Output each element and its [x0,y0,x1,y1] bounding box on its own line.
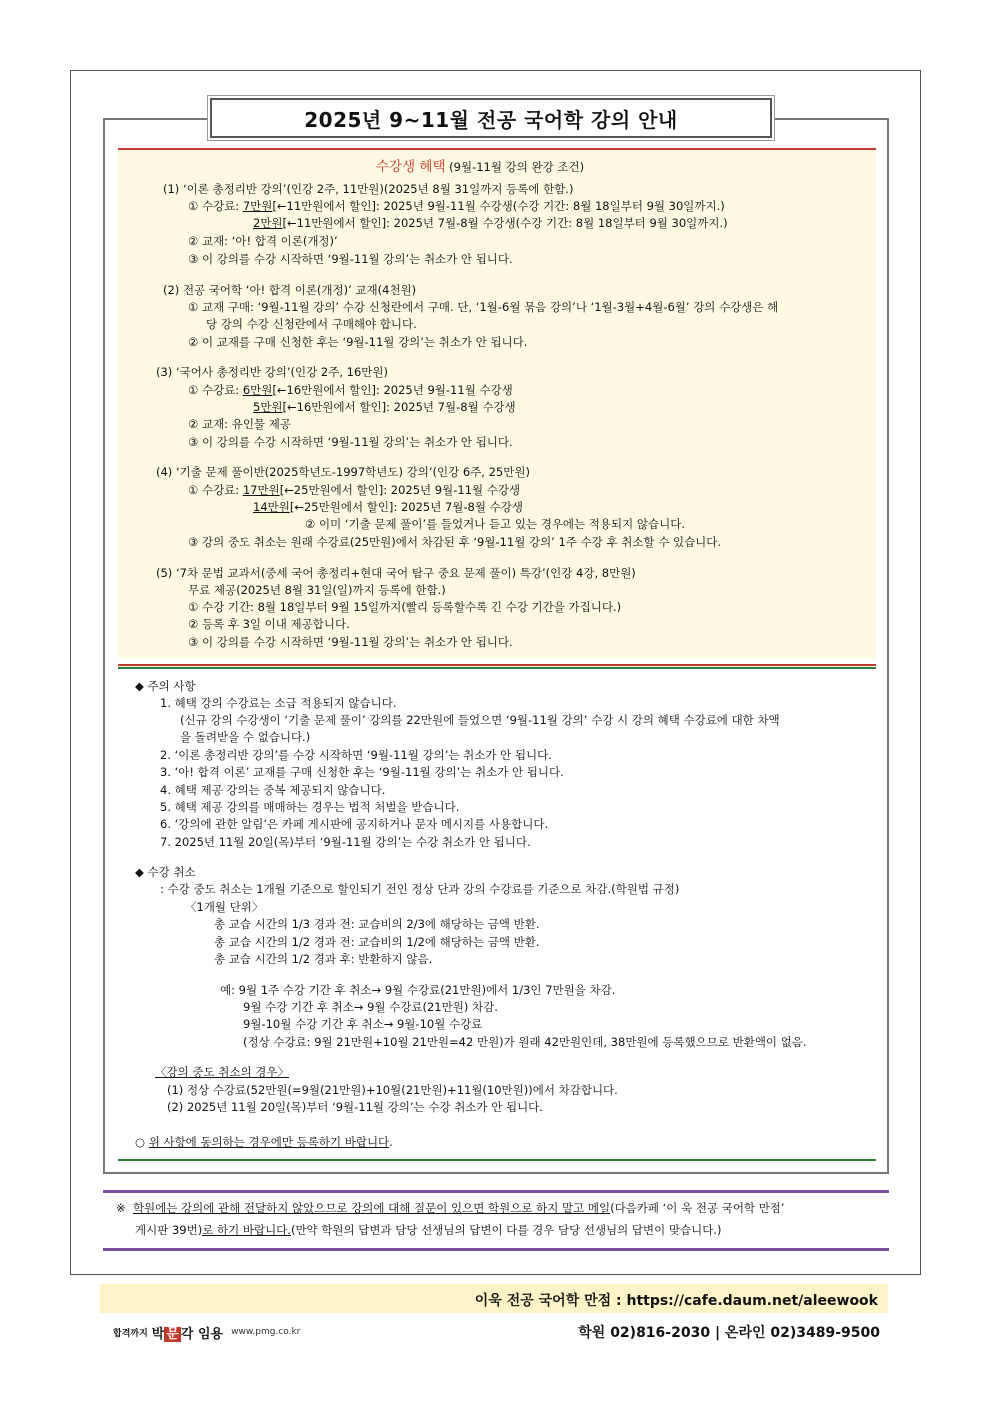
s1-title: (1) ‘이론 총정리반 강의’(인강 2주, 11만원)(2025년 8월 31일까지 등록에 한함.) [163,182,574,196]
cancel-rule-2: 총 교습 시간의 1/2 경과 전: 교습비의 1/2에 해당하는 금액 반환. [214,935,540,949]
cancel-desc: : 수강 중도 취소는 1개월 기준으로 할인되기 전인 정상 단과 강의 수강료를 기준으로 차감.(학원법 규정) [160,882,680,896]
caution-1: 1. 혜택 강의 수강료는 소급 적용되지 않습니다. [160,696,397,710]
notice-underlined-2: 로 하기 바랍니다. [202,1223,291,1237]
s5-item2: ② 등록 후 3일 이내 제공합니다. [188,617,350,631]
s3-fee1-label: ① 수강료: [188,383,243,397]
agree-text: 위 사항에 동의하는 경우에만 등록하기 바랍니다 [148,1135,390,1149]
caution-4: 4. 혜택 제공 강의는 중복 제공되지 않습니다. [160,783,386,797]
logo-imyong: 임용 [198,1326,224,1342]
agree-line [135,1135,393,1149]
divider-red [118,664,876,666]
s1-fee2-desc: [←11만원에서 할인]: 2025년 7월-8월 수강생(수강 기간: 8월 18일부터 9월 30일까지.) [282,216,728,230]
cancel-unit: 〈1개월 단위〉 [185,900,264,914]
s3-fee1 [188,383,513,397]
benefits-heading: 수강생 혜택 [376,159,446,175]
notice-line-1 [116,1201,785,1215]
s4-fee2-desc: [←25만원에서 할인]: 2025년 7월-8월 수강생 [289,500,523,514]
cancel-example-2: 9월 수강 기간 후 취소→ 9월 수강료(21만원) 차감. [243,1000,498,1014]
s4-note: ② 이미 ‘기출 문제 풀이’를 들었거나 듣고 있는 경우에는 적용되지 않습니다. [305,517,685,531]
s5-free: 무료 제공(2025년 8월 31일(일)까지 등록에 한함.) [188,583,446,597]
s5-item3: ③ 이 강의를 수강 시작하면 ‘9월-11월 강의’는 취소가 안 됩니다. [188,635,513,649]
s4-fee1 [188,483,520,497]
s1-fee1-amount: 7만원 [242,199,273,213]
publisher-logo [113,1322,300,1342]
s3-title: (3) ‘국어사 총정리반 강의’(인강 2주, 16만원) [156,365,388,379]
logo-prefix: 합격까지 [113,1328,148,1339]
s1-fee1-label: ① 수강료: [188,199,243,213]
cancel-heading: ◆ 수강 취소 [135,865,196,879]
logo-gak: 각 [180,1326,194,1342]
divider-green [118,667,876,669]
s5-title: (5) ‘7차 문법 교과서(중세 국어 총정리+현대 국어 탐구 중요 문제 풀이) 특강’(인강 4강, 8만원) [156,566,636,580]
benefits-heading-note: (9월-11월 강의 완강 조건) [449,160,585,174]
cautions-heading: ◆ 주의 사항 [135,679,196,693]
s1-fee1-desc: [←11만원에서 할인]: 2025년 9월-11월 수강생(수강 기간: 8월 18일부터 9월 30일까지.) [272,199,725,213]
s3-fee1-desc: [←16만원에서 할인]: 2025년 9월-11월 수강생 [272,383,513,397]
notice-text-2a: 게시판 39번) [135,1223,203,1237]
logo-mun: 문 [166,1326,179,1342]
cancel-example-3: 9월-10월 수강 기간 후 취소→ 9월-10월 수강료 [243,1017,483,1031]
cancel-rule-1: 총 교습 시간의 1/3 경과 전: 교습비의 2/3에 해당하는 금액 반환. [214,917,540,931]
contact-info: 학원 02)816-2030 | 온라인 02)3489-9500 [578,1325,880,1341]
s4-fee2-amount: 14만원 [253,500,290,514]
cancel-rule-3: 총 교습 시간의 1/2 경과 후: 반환하지 않음. [214,952,433,966]
logo-bak: 박 [151,1326,165,1342]
s2-title: (2) 전공 국어학 ‘아! 합격 이론(개정)’ 교재(4천원) [163,283,417,297]
s3-fee1-amount: 6만원 [242,383,273,397]
cafe-link[interactable]: 이욱 전공 국어학 만점 : https://cafe.daum.net/aleewook [474,1293,878,1309]
s2-item2: ② 이 교재를 구매 신청한 후는 ‘9월-11월 강의’는 취소가 안 됩니다. [188,335,528,349]
s1-fee1 [188,199,725,213]
s1-cancel: ③ 이 강의를 수강 시작하면 ‘9월-11월 강의’는 취소가 안 됩니다. [188,252,513,266]
s4-fee1-desc: [←25만원에서 할인]: 2025년 9월-11월 수강생 [279,483,521,497]
s1-fee2 [253,216,728,230]
divider-green-bottom [118,1159,876,1161]
s3-fee2-amount: 5만원 [253,400,283,414]
cafe-bar [100,1284,888,1313]
benefits-heading-row [376,160,584,174]
s3-fee2 [253,400,516,414]
caution-1b: 을 돌려받을 수 없습니다.) [180,730,311,744]
caution-6: 6. ‘강의에 관한 알림’은 카페 게시판에 공지하거나 문자 메시지를 사용합니다. [160,817,549,831]
s1-fee2-amount: 2만원 [253,216,283,230]
notice-line-2 [135,1223,722,1237]
caution-2: 2. ‘이론 총정리반 강의’를 수강 시작하면 ‘9월-11월 강의’는 취소가 안 됩니다. [160,748,552,762]
s4-fee1-amount: 17만원 [242,483,280,497]
s4-fee1-label: ① 수강료: [188,483,243,497]
caution-5: 5. 혜택 제공 강의를 매매하는 경우는 법적 처벌을 받습니다. [160,800,460,814]
s2-item1a: ① 교재 구매: ‘9월-11월 강의’ 수강 신청란에서 구매. 단, ‘1월-6월 묶음 강의’나 ‘1월-3월+4월-6월’ 강의 수강생은 해 [188,300,779,314]
reference-mark-icon: ※ [116,1201,126,1215]
agree-end: . [389,1135,393,1149]
s3-cancel: ③ 이 강의를 수강 시작하면 ‘9월-11월 강의’는 취소가 안 됩니다. [188,435,513,449]
mid-cancel-1: (1) 정상 수강료(52만원(=9월(21만원)+10월(21만원)+11월(10만원))에서 차감합니다. [167,1083,618,1097]
notice-text-1: (다음카페 ‘이 욱 전공 국어학 만점’ [610,1201,785,1215]
notice-bar-bottom [103,1248,889,1251]
s5-item1: ① 수강 기간: 8월 18일부터 9월 15일까지(빨리 등록할수록 긴 수강 기간을 가집니다.) [188,600,622,614]
logo-website[interactable]: www.pmg.co.kr [231,1327,301,1337]
s1-book: ② 교재: ‘아! 합격 이론(개정)’ [188,234,338,248]
logo-wordmark [152,1323,223,1342]
s4-title: (4) ‘기출 문제 풀이반(2025학년도-1997학년도) 강의’(인강 6주, 25만원) [156,465,530,479]
notice-underlined-1: 학원에는 강의에 관해 전달하지 않았으므로 강의에 대해 질문이 있으면 학원으로 하지 말고 메일 [132,1201,611,1215]
notice-bar-top [103,1190,889,1193]
s4-cancel: ③ 강의 중도 취소는 원래 수강료(25만원)에서 차감된 후 ‘9월-11월 강의’ 1주 수강 후 취소할 수 있습니다. [188,535,722,549]
notice-text-2b: (만약 학원의 답변과 담당 선생님의 답변이 다를 경우 담당 선생님의 답변이 맞습니다.) [290,1223,722,1237]
s3-book: ② 교재: 유인물 제공 [188,417,291,431]
caution-7: 7. 2025년 11월 20일(목)부터 ‘9월-11월 강의’는 수강 취소가 안 됩니다. [160,835,531,849]
s2-item1b: 당 강의 수강 신청란에서 구매해야 합니다. [206,317,417,331]
cancel-example-1: 예: 9월 1주 수강 기간 후 취소→ 9월 수강료(21만원)에서 1/3인 7만원을 차감. [220,983,616,997]
caution-1a: (신규 강의 수강생이 ‘기출 문제 풀이’ 강의를 22만원에 들었으면 ‘9월-11월 강의’ 수강 시 강의 혜택 수강료에 대한 차액 [180,713,780,727]
mid-cancel-2: (2) 2025년 11월 20일(목)부터 ‘9월-11월 강의’는 수강 취소가 안 됩니다. [167,1100,543,1114]
mid-cancel-heading: 〈강의 중도 취소의 경우〉 [155,1065,289,1079]
s3-fee2-desc: [←16만원에서 할인]: 2025년 7월-8월 수강생 [282,400,516,414]
circle-icon: ○ [135,1135,149,1149]
cancel-example-4: (정상 수강료: 9월 21만원+10월 21만원=42 만원)가 원래 42만원인데, 38만원에 등록했으므로 반환액이 없음. [243,1035,807,1049]
s4-fee2 [253,500,523,514]
caution-3: 3. ‘아! 합격 이론’ 교재를 구매 신청한 후는 ‘9월-11월 강의’는 취소가 안 됩니다. [160,765,564,779]
page-title: 2025년 9~11월 전공 국어학 강의 안내 [210,98,772,138]
